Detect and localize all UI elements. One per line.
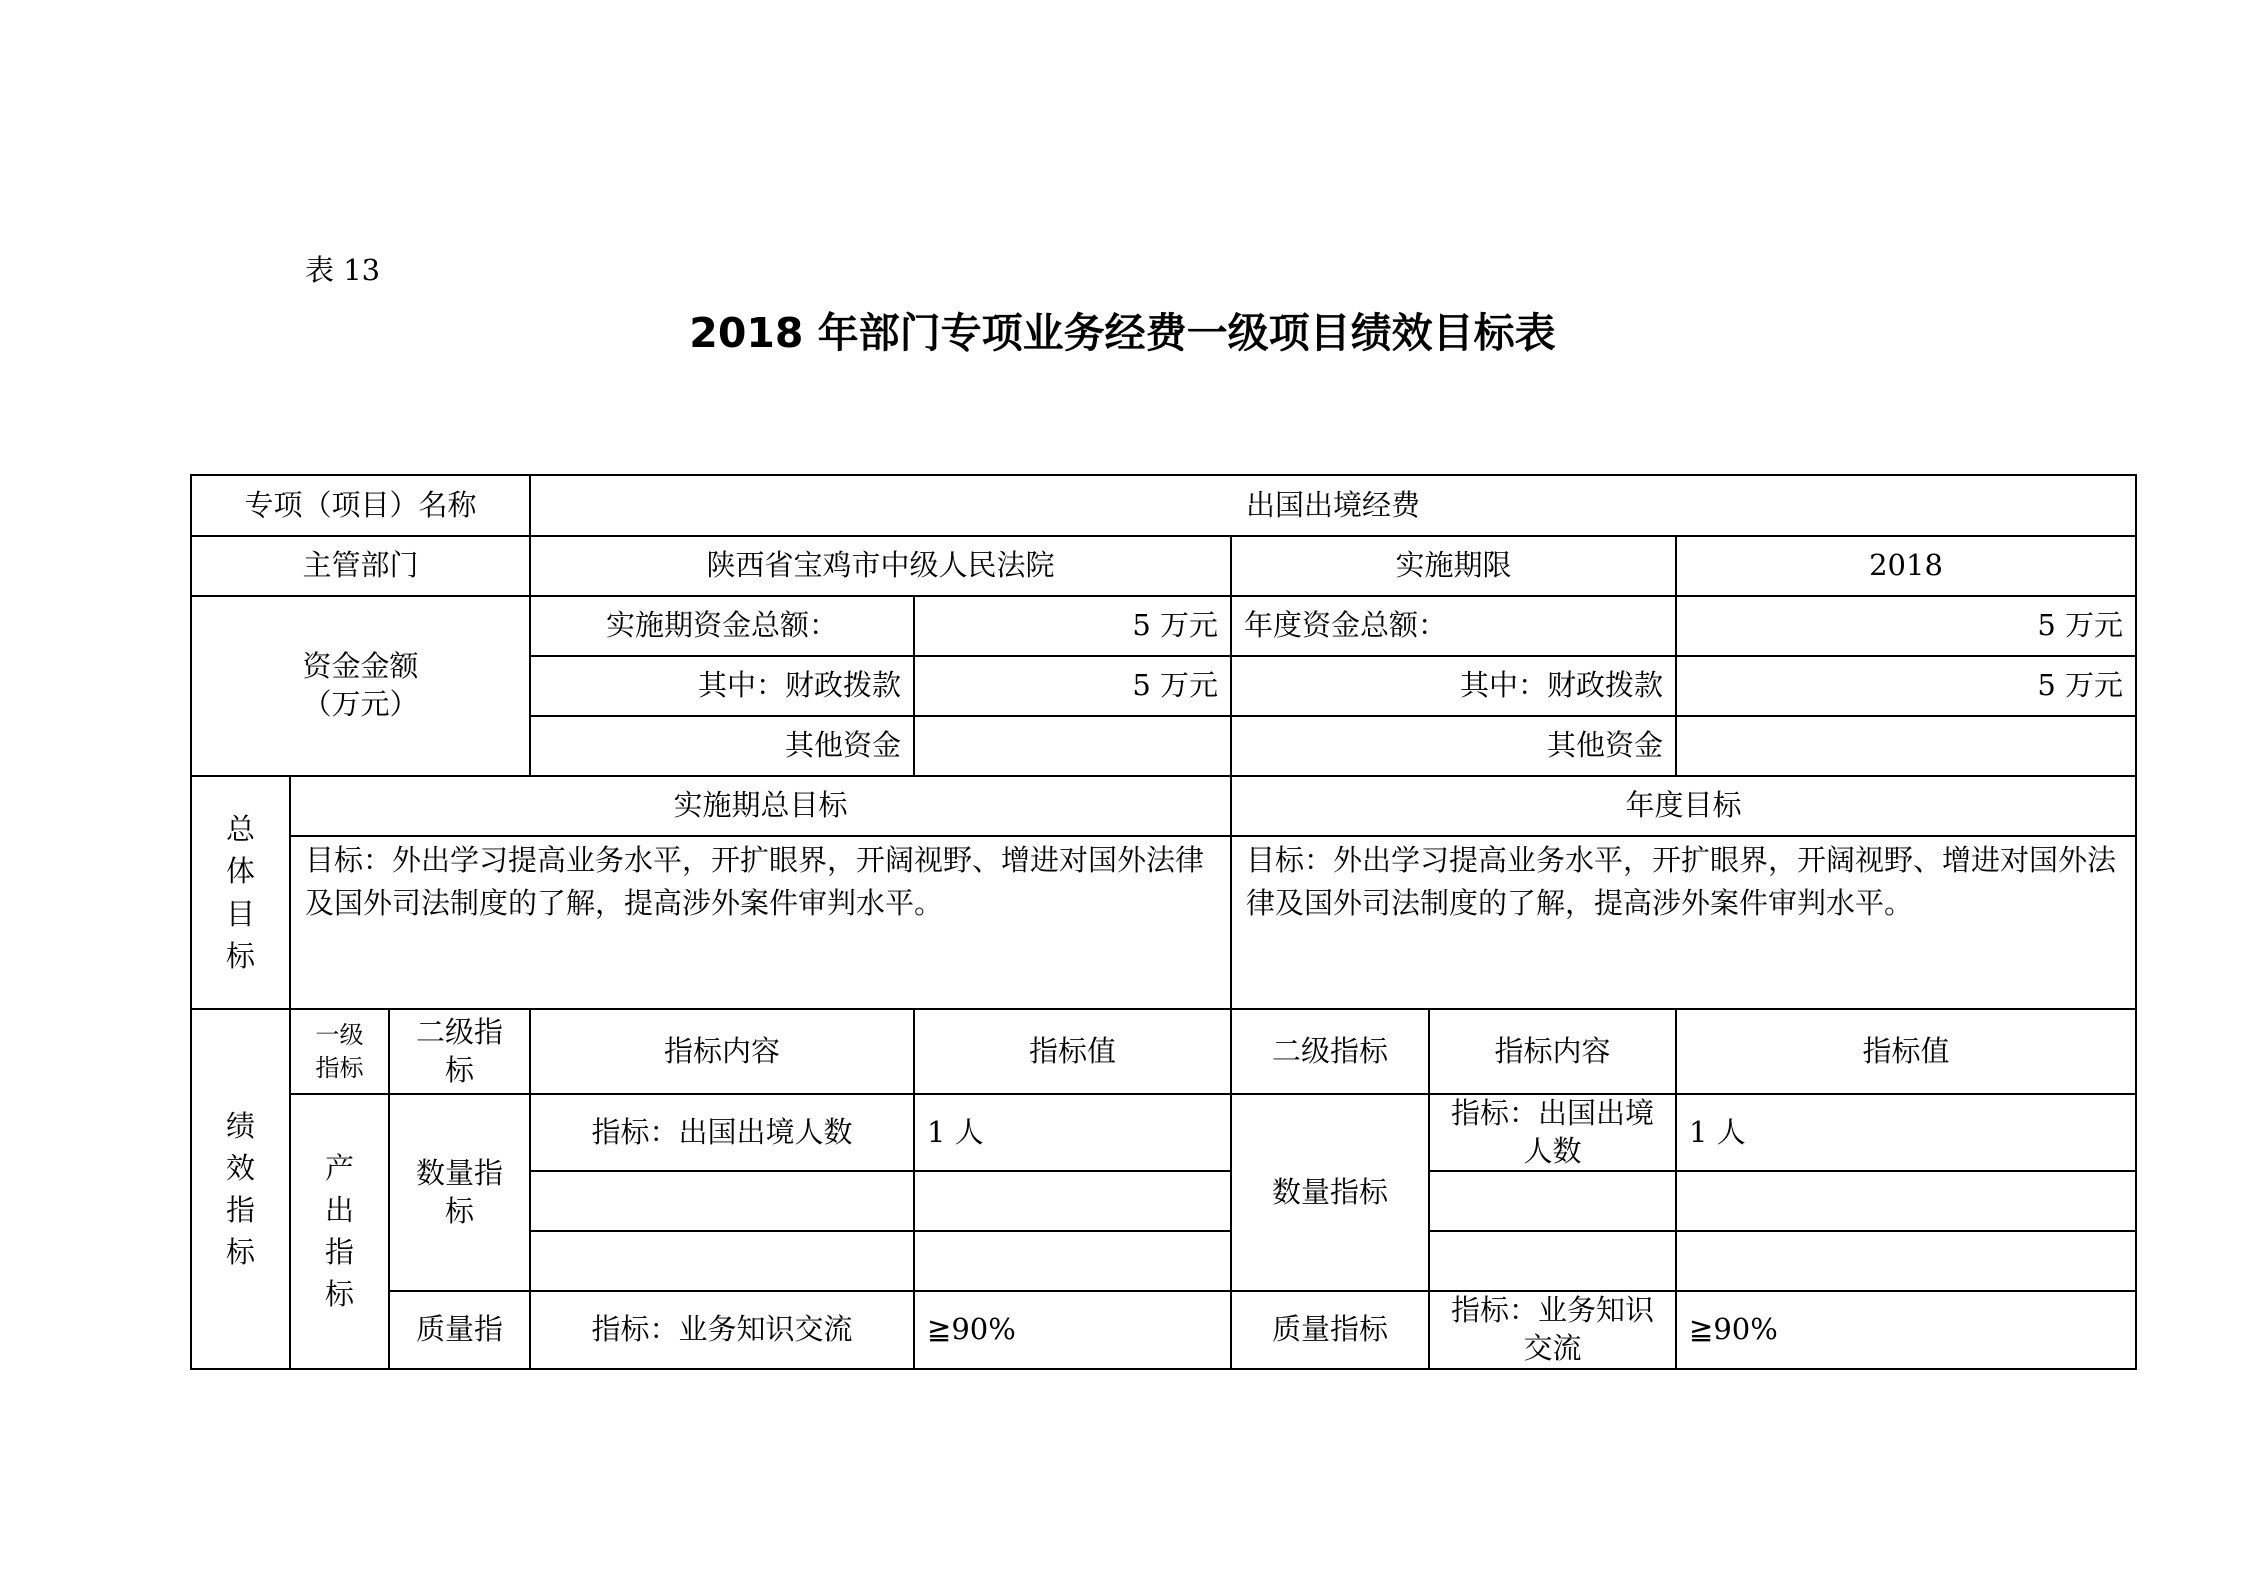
funds-label [191,596,530,776]
level2-header-right: 二级指标 [1231,1009,1429,1094]
impl-fiscal-label: 其中：财政拨款 [530,656,914,716]
annual-total-value: 5 万元 [1676,596,2136,656]
indicators-header-row [191,1009,2136,1094]
indicators-label: 绩 效 指 标 [191,1009,290,1369]
impl-goal-text: 目标：外出学习提高业务水平，开扩眼界，开阔视野、增进对国外法律及国外司法制度的了解，提高涉外案件审判水平。 [290,836,1231,1009]
funds-total-row [191,596,2136,656]
funds-label-line2: （万元） [302,687,419,721]
right-value-cell [1676,1231,2136,1291]
right-content-cell: 指标：出国出境人数 [1429,1094,1676,1171]
output-indicators-label: 产 出 指 标 [290,1094,389,1369]
annual-fiscal-value: 5 万元 [1676,656,2136,716]
table-row [191,1291,2136,1368]
period-label: 实施期限 [1231,536,1676,596]
quantity-indicator-label-right: 数量指标 [1231,1094,1429,1291]
value-header-right: 指标值 [1676,1009,2136,1094]
funds-label-line1: 资金金额 [302,649,419,684]
annual-fiscal-label: 其中：财政拨款 [1231,656,1676,716]
table-row [191,1094,2136,1171]
right-value-cell: ≧90% [1676,1291,2136,1368]
quantity-indicator-label: 数量指 标 [389,1094,530,1291]
left-content-cell: 指标：出国出境人数 [530,1094,914,1171]
period-value: 2018 [1676,536,2136,596]
document-title: 2018 年部门专项业务经费一级项目绩效目标表 [689,309,1556,357]
impl-other-value [914,716,1231,776]
left-content-cell: 指标：业务知识交流 [530,1291,914,1368]
project-name-value: 出国出境经费 [530,475,2136,536]
department-value: 陕西省宝鸡市中级人民法院 [530,536,1231,596]
impl-goal-header: 实施期总目标 [290,776,1231,836]
goals-header-row [191,776,2136,836]
impl-fiscal-value: 5 万元 [914,656,1231,716]
left-content-cell [530,1171,914,1231]
project-name-label: 专项（项目）名称 [191,475,530,536]
department-row [191,536,2136,596]
content-header-right: 指标内容 [1429,1009,1676,1094]
right-content-cell [1429,1231,1676,1291]
left-value-cell: ≧90% [914,1291,1231,1368]
right-value-cell: 1 人 [1676,1094,2136,1171]
annual-goal-header: 年度目标 [1231,776,2136,836]
left-value-cell: 1 人 [914,1094,1231,1171]
right-content-cell [1429,1171,1676,1231]
quality-indicator-label: 质量指 [389,1291,530,1368]
project-name-row [191,475,2136,536]
level1-header: 一级 指标 [290,1009,389,1094]
right-value-cell [1676,1171,2136,1231]
performance-target-table [190,474,2137,1370]
department-label: 主管部门 [191,536,530,596]
annual-other-value [1676,716,2136,776]
impl-total-value: 5 万元 [914,596,1231,656]
level2-header: 二级指 标 [389,1009,530,1094]
impl-total-label: 实施期资金总额： [530,596,914,656]
quality-indicator-label-right: 质量指标 [1231,1291,1429,1368]
annual-total-label: 年度资金总额： [1231,596,1676,656]
left-value-cell [914,1171,1231,1231]
annual-goal-text: 目标：外出学习提高业务水平，开扩眼界，开阔视野、增进对国外法律及国外司法制度的了解，提高涉外案件审判水平。 [1231,836,2136,1009]
content-header: 指标内容 [530,1009,914,1094]
goals-text-row [191,836,2136,1009]
annual-other-label: 其他资金 [1231,716,1676,776]
value-header: 指标值 [914,1009,1231,1094]
right-content-cell: 指标：业务知识交流 [1429,1291,1676,1368]
table-number: 表 13 [305,253,381,287]
left-value-cell [914,1231,1231,1291]
overall-goals-label: 总 体 目 标 [191,776,290,1009]
left-content-cell [530,1231,914,1291]
impl-other-label: 其他资金 [530,716,914,776]
